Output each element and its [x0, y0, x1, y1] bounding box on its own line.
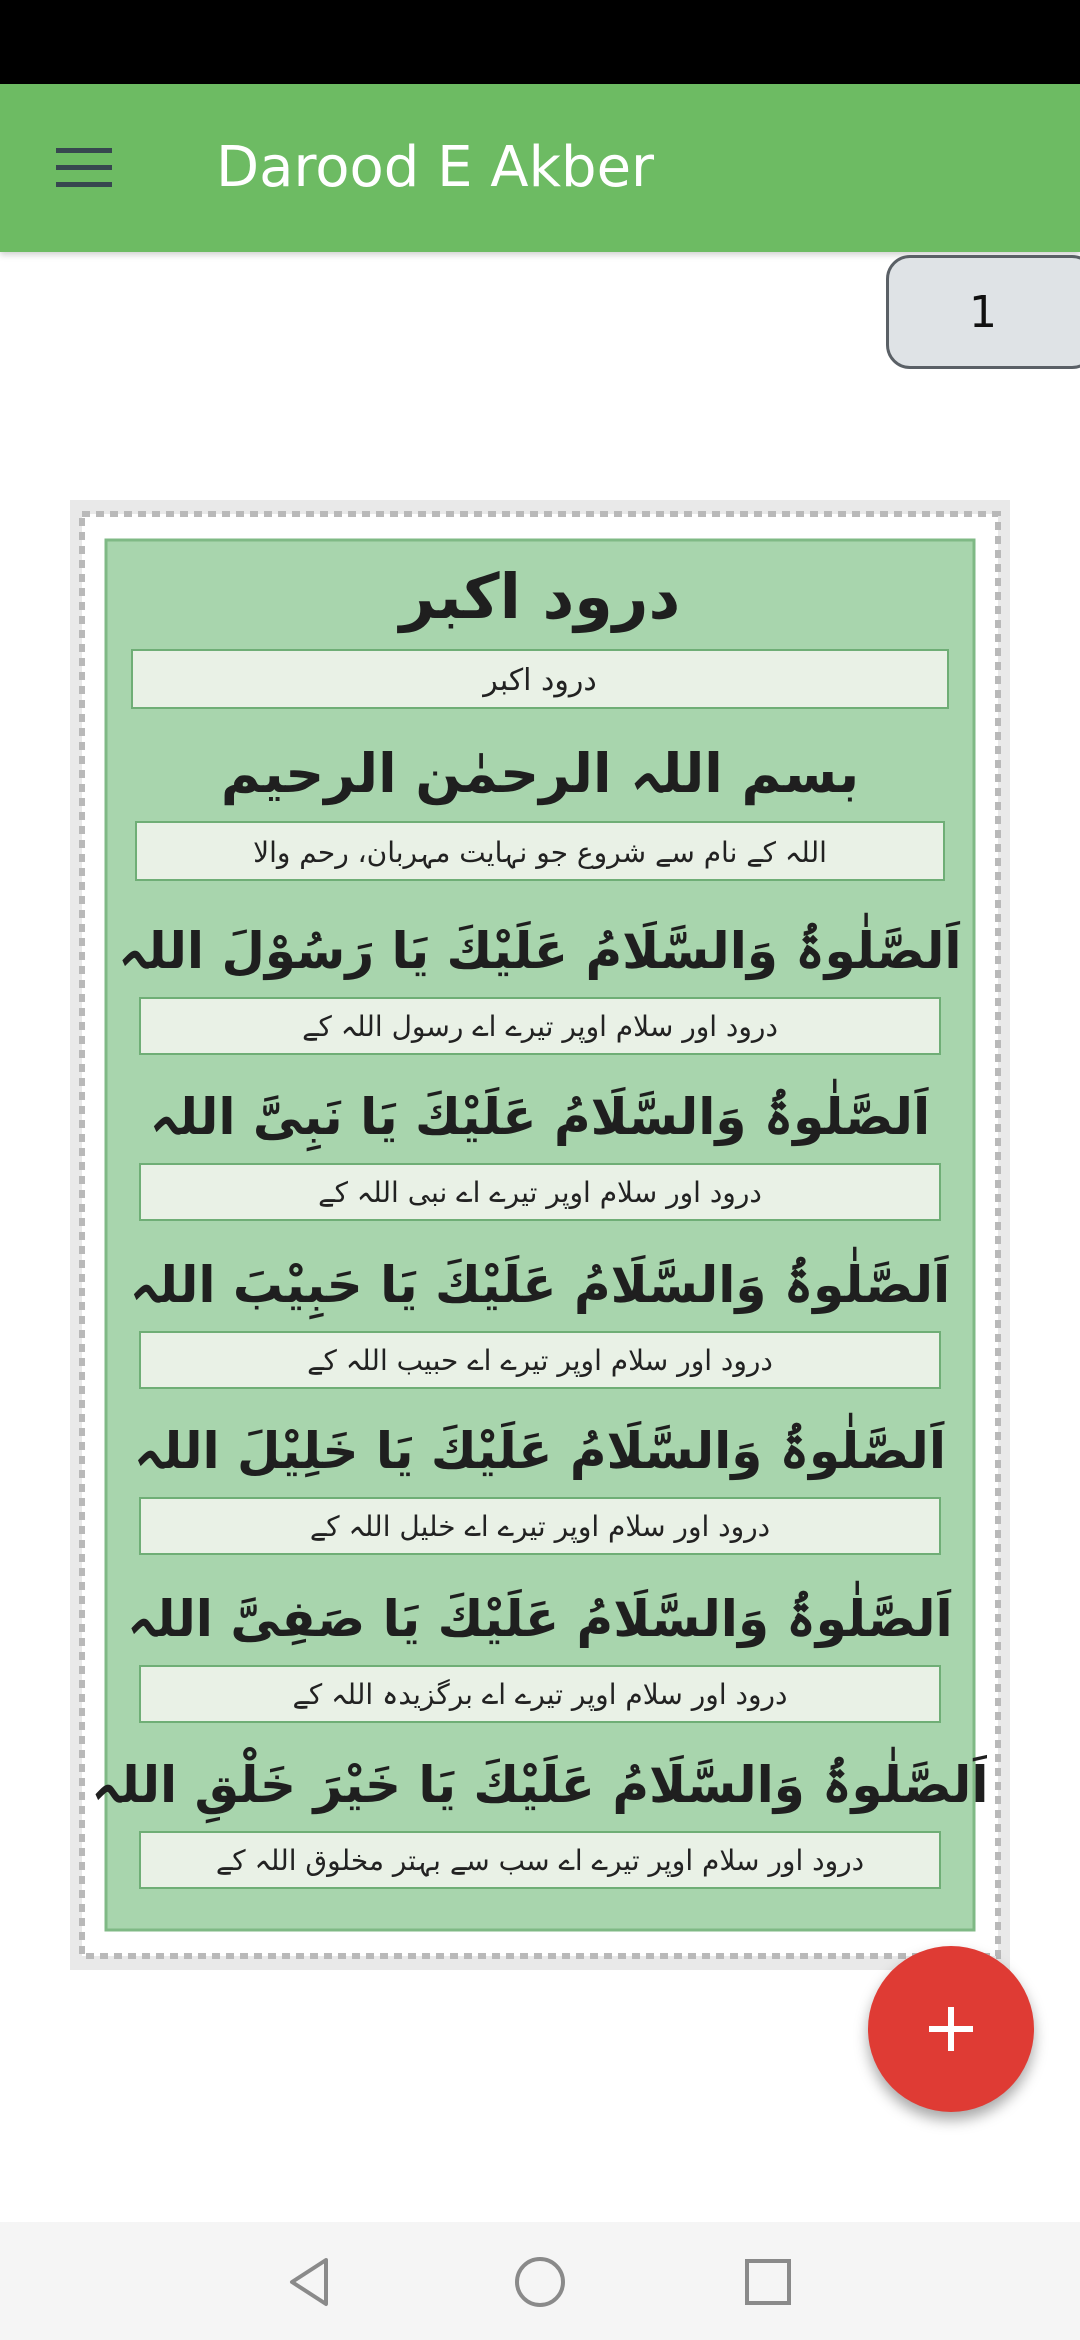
salutation-arabic-6: اَلصَّلٰوۃُ وَالسَّلَامُ عَلَیْكَ یَا خَیْرَ خَلْقِ اللہ — [91, 1756, 989, 1814]
recents-square-icon — [740, 2254, 796, 2310]
salutation-urdu-5: درود اور سلام اوپر تیرے اے برگزیدہ اللہ کے — [292, 1678, 788, 1711]
darood-image — [70, 500, 1010, 1970]
nav-recents-button[interactable] — [708, 2240, 828, 2324]
heading-text: درود اکبر — [399, 560, 681, 633]
app-title: Darood E Akber — [216, 135, 655, 200]
bismillah-translation: اللہ کے نام سے شروع جو نہایت مہربان، رحم والا — [253, 836, 827, 869]
counter-button[interactable]: 1 — [886, 255, 1080, 369]
salutation-urdu-4: درود اور سلام اوپر تیرے اے خلیل اللہ کے — [309, 1510, 771, 1543]
app-bar — [0, 84, 1080, 252]
salutation-arabic-5: اَلصَّلٰوۃُ وَالسَّلَامُ عَلَیْكَ یَا صَفِیَّ اللہ — [127, 1590, 953, 1648]
home-circle-icon — [512, 2254, 568, 2310]
heading-translation: درود اکبر — [483, 663, 597, 698]
salutation-arabic-2: اَلصَّلٰوۃُ وَالسَّلَامُ عَلَیْكَ یَا نَبِیَّ اللہ — [149, 1088, 931, 1146]
back-triangle-icon — [282, 2254, 338, 2310]
salutation-arabic-1: اَلصَّلٰوۃُ وَالسَّلَامُ عَلَیْكَ یَا رَسُوْلَ اللہ — [118, 922, 962, 980]
salutation-urdu-6: درود اور سلام اوپر تیرے اے سب سے بہتر مخلوق اللہ کے — [215, 1844, 865, 1877]
status-bar — [0, 0, 1080, 84]
plus-icon — [927, 2005, 975, 2053]
salutation-arabic-4: اَلصَّلٰوۃُ وَالسَّلَامُ عَلَیْكَ یَا خَلِیْلَ اللہ — [134, 1422, 946, 1480]
nav-home-button[interactable] — [480, 2240, 600, 2324]
salutation-urdu-1: درود اور سلام اوپر تیرے اے رسول اللہ کے — [302, 1010, 778, 1043]
salutation-arabic-3: اَلصَّلٰوۃُ وَالسَّلَامُ عَلَیْكَ یَا حَبِیْبَ اللہ — [129, 1256, 951, 1314]
system-nav-bar — [0, 2222, 1080, 2340]
bismillah-text: بسم اللہ الرحمٰن الرحیم — [220, 742, 860, 805]
menu-button[interactable] — [40, 128, 128, 208]
hamburger-menu-icon — [54, 146, 114, 190]
add-fab-button[interactable] — [868, 1946, 1034, 2112]
salutation-urdu-3: درود اور سلام اوپر تیرے اے حبیب اللہ کے — [307, 1344, 773, 1377]
nav-back-button[interactable] — [250, 2240, 370, 2324]
salutation-urdu-2: درود اور سلام اوپر تیرے اے نبی اللہ کے — [318, 1176, 762, 1209]
